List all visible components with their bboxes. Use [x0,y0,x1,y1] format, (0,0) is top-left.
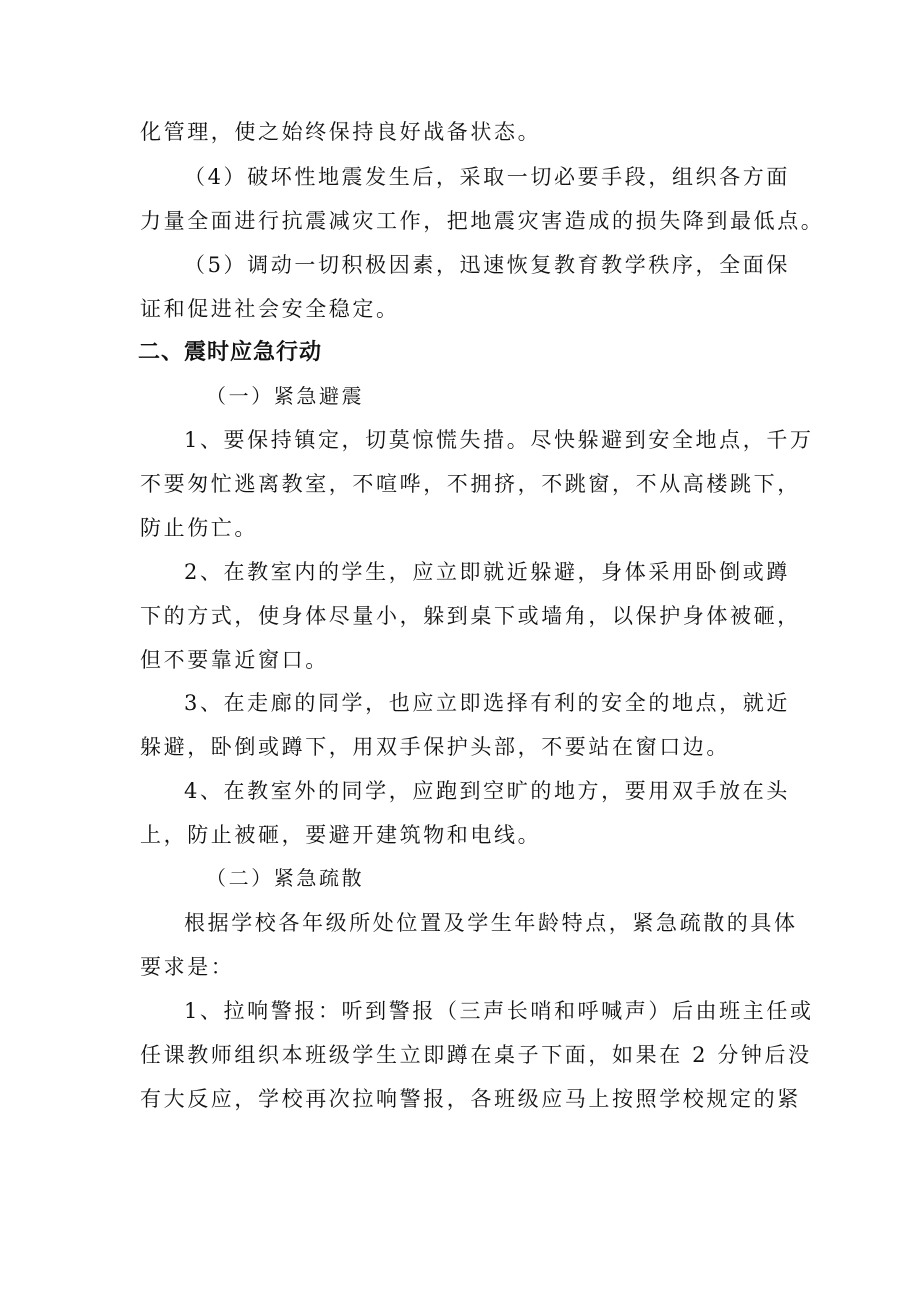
paragraph-line: 化管理，使之始终保持良好战备状态。 [140,120,542,144]
paragraph-line: 根据学校各年级所处位置及学生年龄特点，紧急疏散的具体 [184,911,798,935]
paragraph-line: 4、在教室外的同学，应跑到空旷的地方，要用双手放在头 [184,779,790,803]
paragraph-line: 不要匆忙逃离教室，不喧哗，不拥挤，不跳窗，不从高楼跳下， [140,472,801,496]
paragraph-line: 但不要靠近窗口。 [140,648,329,672]
paragraph-line: （5）调动一切积极因素，迅速恢复教育教学秩序，全面保 [184,253,790,277]
paragraph-line: 3、在走廊的同学，也应立即选择有利的安全的地点，就近 [184,691,790,715]
subsection-heading: （二）紧急疏散 [206,866,365,890]
paragraph-line: 上，防止被砸，要避开建筑物和电线。 [140,823,542,847]
paragraph-line: 躲避，卧倒或蹲下，用双手保护头部，不要站在窗口边。 [140,735,730,759]
paragraph-line: 1、拉响警报：听到警报（三声长哨和呼喊声）后由班主任或 [184,999,814,1023]
section-heading: 二、震时应急行动 [138,340,323,365]
paragraph-line: 1、要保持镇定，切莫惊慌失措。尽快躲避到安全地点，千万 [184,428,814,452]
paragraph-line: （4）破坏性地震发生后，采取一切必要手段，组织各方面 [184,165,790,189]
paragraph-line: 力量全面进行抗震减灾工作，把地震灾害造成的损失降到最低点。 [140,209,825,233]
paragraph-line: 防止伤亡。 [140,516,258,540]
paragraph-line: 下的方式，使身体尽量小，躲到桌下或墙角，以保护身体被砸， [140,604,801,628]
paragraph-line: 证和促进社会安全稳定。 [140,297,400,321]
subsection-heading: （一）紧急避震 [206,384,365,408]
paragraph-line: 2、在教室内的学生，应立即就近躲避，身体采用卧倒或蹲 [184,560,790,584]
paragraph-line: 有大反应，学校再次拉响警报，各班级应马上按照学校规定的紧 [140,1087,801,1111]
paragraph-line: 要求是： [140,955,235,979]
paragraph-line: 任课教师组织本班级学生立即蹲在桌子下面，如果在 2 分钟后没 [140,1043,812,1067]
